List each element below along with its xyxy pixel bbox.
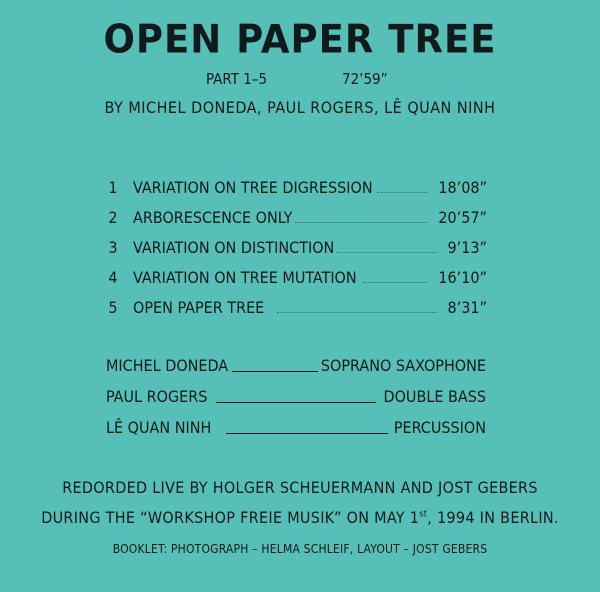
part-duration-line <box>206 70 388 88</box>
parts-label: PART 1–5 <box>206 70 268 88</box>
track-number: 5 <box>108 298 118 317</box>
event-line <box>0 508 600 527</box>
credit-row <box>106 387 486 418</box>
instrument: SOPRANO SAXOPHONE <box>320 356 486 375</box>
track-number: 3 <box>108 238 118 257</box>
track-number: 2 <box>108 208 118 227</box>
event-line-text: DURING THE “WORKSHOP FREIE MUSIK” ON MAY 1 <box>41 508 420 527</box>
track-title: ARBORESCENCE ONLY <box>133 208 293 227</box>
track-row <box>105 268 487 298</box>
track-time: 8’31” <box>447 298 487 317</box>
track-row <box>105 208 487 238</box>
credit-row <box>106 356 486 387</box>
credit-rule <box>226 433 388 434</box>
musician-name: MICHEL DONEDA <box>106 356 229 375</box>
track-time: 16’10” <box>438 268 487 287</box>
musician-name: LÊ QUAN NINH <box>106 418 212 437</box>
track-row <box>105 178 487 208</box>
credit-rule <box>232 371 318 372</box>
track-row <box>105 238 487 268</box>
track-number: 4 <box>108 268 118 287</box>
event-line-date: , 1994 IN BERLIN. <box>427 508 559 527</box>
track-row <box>105 298 487 328</box>
dotted-leader <box>363 282 427 283</box>
dotted-leader <box>295 222 427 223</box>
track-title: VARIATION ON TREE MUTATION <box>133 268 357 287</box>
track-title: OPEN PAPER TREE <box>133 298 265 317</box>
ordinal-suffix: st <box>419 509 428 520</box>
track-number: 1 <box>108 178 118 197</box>
musician-name: PAUL ROGERS <box>106 387 208 406</box>
artists-byline: BY MICHEL DONEDA, PAUL ROGERS, LÊ QUAN NINH <box>104 98 496 117</box>
credit-row <box>106 418 486 449</box>
dotted-leader <box>337 252 437 253</box>
track-time: 18’08” <box>438 178 487 197</box>
musician-credits <box>106 356 486 449</box>
track-time: 9’13” <box>447 238 487 257</box>
total-duration: 72’59” <box>342 70 388 88</box>
track-time: 20’57” <box>438 208 487 227</box>
album-title: OPEN PAPER TREE <box>103 16 497 63</box>
instrument: DOUBLE BASS <box>383 387 486 406</box>
credit-rule <box>216 402 376 403</box>
dotted-leader <box>377 192 427 193</box>
instrument: PERCUSSION <box>393 418 486 437</box>
track-title: VARIATION ON DISTINCTION <box>133 238 335 257</box>
track-title: VARIATION ON TREE DIGRESSION <box>133 178 373 197</box>
tracklist <box>105 178 487 328</box>
dotted-leader <box>277 312 437 313</box>
booklet-credit: BOOKLET: PHOTOGRAPH – HELMA SCHLEIF, LAYOUT – JOST GEBERS <box>112 542 488 556</box>
recording-credit: REDORDED LIVE BY HOLGER SCHEUERMANN AND JOST GEBERS <box>62 478 538 497</box>
